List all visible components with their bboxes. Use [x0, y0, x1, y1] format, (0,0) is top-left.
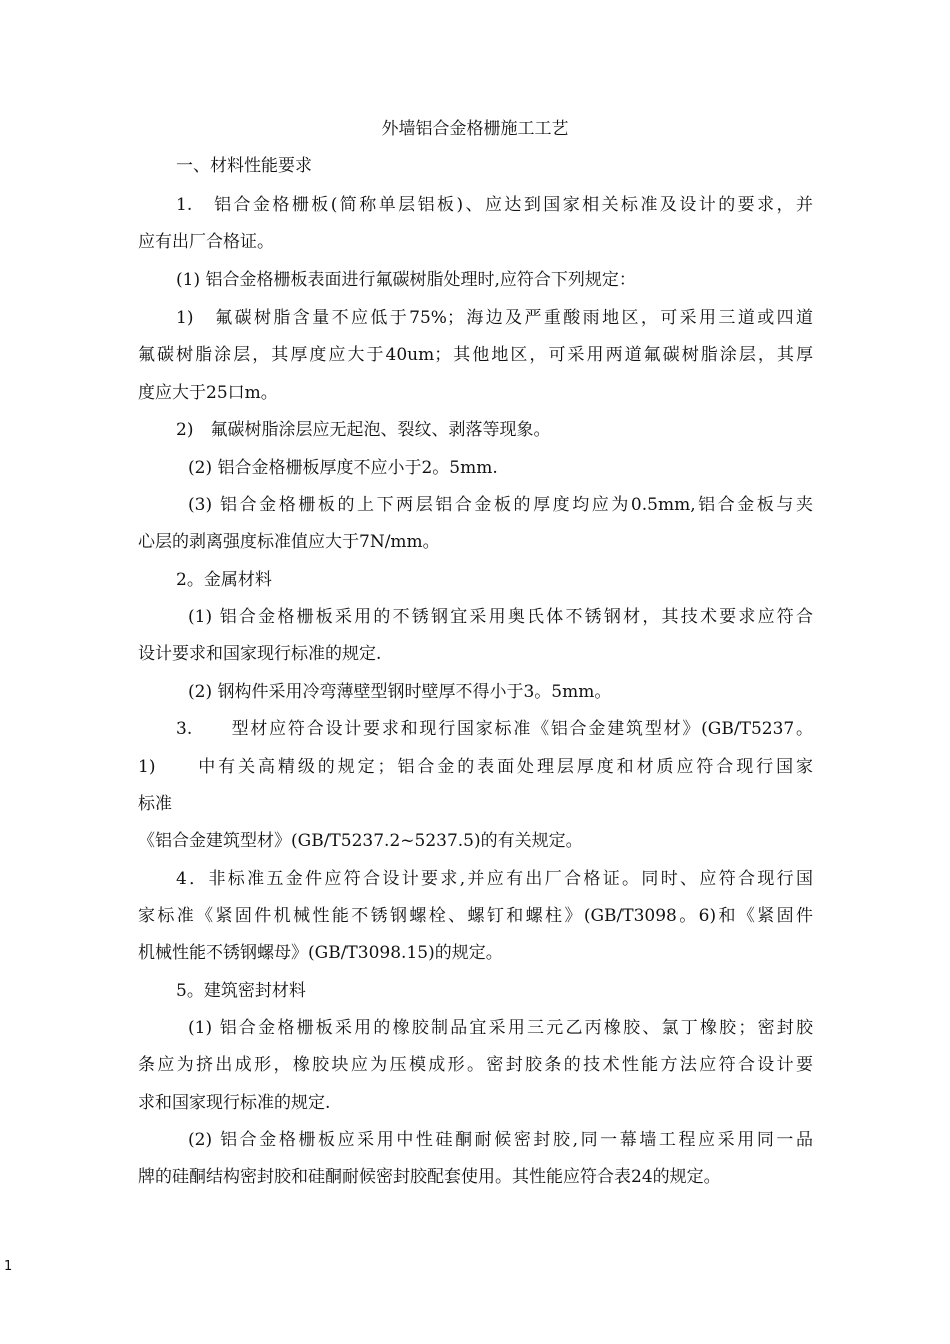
- paragraph-line: 设计要求和国家现行标准的规定.: [138, 644, 382, 664]
- document-title: 外墙铝合金格栅施工工艺: [381, 119, 569, 139]
- paragraph-line: (1) 铝合金格栅板采用的不锈钢宜采用奥氏体不锈钢材，其技术要求应符合: [188, 607, 813, 627]
- paragraph-line: 《铝合金建筑型材》(GB/T5237.2~5237.5)的有关规定。: [138, 831, 583, 851]
- paragraph-line: 1) 氟碳树脂含量不应低于75%；海边及严重酸雨地区，可采用三道或四道: [176, 308, 813, 328]
- paragraph-line: 1. 铝合金格栅板(简称单层铝板)、应达到国家相关标准及设计的要求，并: [176, 195, 813, 215]
- paragraph-line: 求和国家现行标准的规定.: [138, 1093, 331, 1113]
- section-heading: 2。金属材料: [176, 570, 272, 590]
- paragraph-line: (2) 铝合金格栅板应采用中性硅酮耐候密封胶,同一幕墙工程应采用同一品: [188, 1130, 813, 1150]
- paragraph-line: (1) 铝合金格栅板表面进行氟碳树脂处理时,应符合下列规定：: [176, 270, 636, 290]
- paragraph-line: 家标准《紧固件机械性能不锈钢螺栓、螺钉和螺柱》(GB/T3098。6)和《紧固件: [138, 906, 813, 926]
- paragraph-line: 应有出厂合格证。: [138, 232, 274, 252]
- page-number: 1: [4, 1259, 13, 1274]
- paragraph-line: 条应为挤出成形，橡胶块应为压模成形。密封胶条的技术性能方法应符合设计要: [138, 1055, 813, 1075]
- paragraph-line: 心层的剥离强度标准值应大于7N/mm。: [138, 532, 440, 552]
- paragraph-line: 氟碳树脂涂层，其厚度应大于40um；其他地区，可采用两道氟碳树脂涂层，其厚: [138, 345, 813, 365]
- paragraph-line: (2) 钢构件采用冷弯薄壁型钢时壁厚不得小于3。5mm。: [188, 682, 612, 702]
- paragraph-line: 2) 氟碳树脂涂层应无起泡、裂纹、剥落等现象。: [176, 420, 551, 440]
- paragraph-line: 机械性能不锈钢螺母》(GB/T3098.15)的规定。: [138, 943, 503, 963]
- paragraph-line: 标准: [138, 794, 172, 814]
- paragraph-line: 4．非标准五金件应符合设计要求,并应有出厂合格证。同时、应符合现行国: [176, 869, 813, 889]
- paragraph-line: 1) 中有关高精级的规定；铝合金的表面处理层厚度和材质应符合现行国家: [138, 757, 813, 777]
- section-heading: 一、材料性能要求: [176, 156, 312, 176]
- paragraph-line: 度应大于25口m。: [138, 383, 278, 403]
- paragraph-line: (1) 铝合金格栅板采用的橡胶制品宜采用三元乙丙橡胶、氯丁橡胶；密封胶: [188, 1018, 813, 1038]
- paragraph-line: (2) 铝合金格栅板厚度不应小于2。5mm.: [188, 458, 498, 478]
- paragraph-line: (3) 铝合金格栅板的上下两层铝合金板的厚度均应为0.5mm,铝合金板与夹: [188, 495, 813, 515]
- paragraph-line: 牌的硅酮结构密封胶和硅酮耐候密封胶配套使用。其性能应符合表24的规定。: [138, 1167, 721, 1187]
- paragraph-line: 3. 型材应符合设计要求和现行国家标准《铝合金建筑型材》(GB/T5237。: [176, 719, 813, 739]
- section-heading: 5。建筑密封材料: [176, 981, 306, 1001]
